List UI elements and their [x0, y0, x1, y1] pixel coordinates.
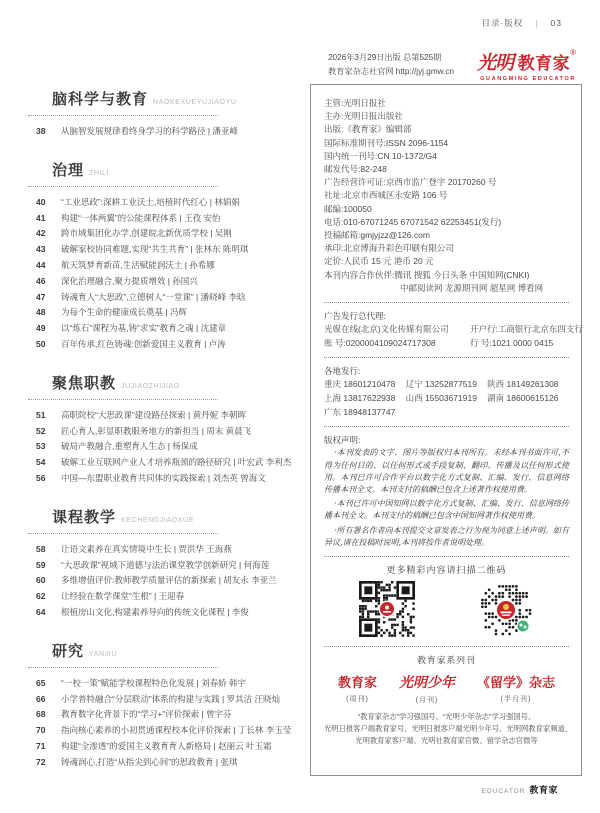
toc-item-page: 60: [36, 575, 46, 586]
toc-item-title: 铸魂润心,打造“从指尖到心间”的思政教育 | 张琪: [61, 756, 238, 767]
website-line: 教育家杂志社官网 http://jyj.gmw.cn: [328, 67, 455, 76]
toc-item-title: “一校一策”赋能学校课程特色化发展 | 刘春娇 韩宇: [61, 677, 246, 688]
toc-item: [28, 195, 296, 211]
publisher-info-line: 出版:《教育家》编辑部: [324, 124, 412, 135]
toc-item: [28, 707, 296, 723]
toc-item: [28, 124, 296, 140]
toc-item-title: 让经验在数学课堂“生根” | 王迎春: [61, 591, 185, 602]
publisher-info-line: 承印:北京博海升彩色印刷有限公司: [324, 243, 454, 254]
registered-mark-icon: ®: [570, 48, 576, 57]
toc-section: [28, 372, 296, 487]
toc-item: [28, 589, 296, 605]
toc-item: [28, 723, 296, 739]
section-divider: [28, 186, 218, 187]
section-heading: [52, 506, 296, 527]
series-footnote: [324, 711, 573, 747]
toc-item: [28, 226, 296, 242]
publisher-info-line: 广告经营许可证:京西市监广登字 20170260 号: [324, 177, 497, 188]
publisher-info-line: 定价:人民币 15 元 港币 20 元: [324, 256, 434, 267]
toc-item-page: 41: [36, 212, 46, 223]
toc-item-title: 匠心育人,彰显职教服务地方的新担当 | 周末 黄晨飞: [61, 425, 252, 436]
toc-item-title: 破局产教融合,重塑育人生态 | 杨保成: [61, 441, 198, 452]
issue-info: [328, 51, 454, 79]
copyright-heading: 版权声明:: [324, 435, 361, 446]
toc-item: [28, 408, 296, 424]
publisher-info-line: 邮编:100050: [324, 203, 372, 214]
toc-item-page: 56: [36, 472, 46, 483]
section-heading: [52, 88, 296, 109]
toc-item-page: 53: [36, 441, 46, 452]
page-number: 03: [550, 18, 562, 28]
toc-item-title: 高职院校“大思政课”建设路径探索 | 黄丹妮 李朝晖: [61, 409, 246, 420]
logo-subtitle: GUANGMING EDUCATOR: [480, 76, 576, 82]
toc-item-page: 52: [36, 425, 46, 436]
toc-item-title: 破解工业互联网产业人才培养瓶颈的路径研究 | 叶宏武 李利杰: [61, 457, 292, 468]
section-heading: [52, 159, 296, 180]
distribution-entry: 上海 13817622938: [324, 392, 396, 403]
toc-item-page: 48: [36, 307, 46, 318]
series-brand-frequency: (月刊): [415, 697, 439, 705]
distribution-entry: 山西 15503671919: [405, 392, 477, 403]
toc-item: [28, 242, 296, 258]
toc-item-title: 铸魂育人“大思政”,立德树人“一堂课” | 潘晓峰 李晗: [61, 291, 246, 302]
toc-item-page: 46: [36, 275, 46, 286]
footnote-line: 光明教育家客户端、光明社教育家官微、留学杂志官微等: [355, 736, 538, 746]
toc-item-title: 让语文素养在真实情境中生长 | 贾洪华 王海燕: [61, 543, 232, 554]
dotted-divider: [324, 426, 569, 427]
copyright-paragraph: ·本刊已许可中国知网以数字化方式复制、汇编、发行、信息网络传播本刊全文。本刊支付的稿酬已包含中国知网著作权使用费。: [324, 499, 569, 521]
section-divider: [28, 399, 218, 400]
series-brand-row: [324, 672, 569, 705]
toc-section: [28, 640, 296, 771]
qr-row: [324, 581, 569, 639]
series-brand-frequency: (半月刊): [500, 696, 532, 704]
toc-item-title: 中国—东盟职业教育共同体的实践探索 | 刘杰英 曾海文: [61, 472, 266, 483]
toc-column: [28, 88, 296, 790]
section-divider: [28, 115, 218, 116]
toc-item-page: 66: [36, 693, 46, 704]
publisher-info-line: 国内统一刊号:CN 10-1372/G4: [324, 150, 437, 161]
toc-item: [28, 755, 296, 771]
distribution-entry: 广东 18948137747: [324, 406, 396, 417]
section-heading: [52, 372, 296, 393]
toc-item: [28, 211, 296, 227]
series-brand-frequency: (周刊): [346, 696, 369, 704]
section-divider: [28, 533, 218, 534]
page-footer: [482, 783, 558, 796]
publisher-info-line: 邮发代号:82-248: [324, 164, 387, 175]
toc-item-title: “大思政课”视域下道德与法治课堂教学创新研究 | 何海莲: [61, 559, 270, 570]
qr-caption: 更多精彩内容请扫描二维码: [386, 565, 507, 576]
copyright-paragraph: ·所有署名作者向本刊提交文章发表之行为视为同意上述声明。如有异议,请在投稿时说明,本刊将按作者说明处理。: [324, 525, 569, 547]
series-title: 教育家系列刊: [417, 655, 476, 666]
toc-item-title: 根植房山文化,构建素养导向的传统文化课程 | 李俊: [61, 606, 249, 617]
distribution-entry: 陕西 18149261308: [487, 379, 559, 390]
toc-item-title: 破解家校协同难题,实现“共生共育” | 张林东 陈明琪: [61, 244, 249, 255]
distribution-entry: 重庆 18601210478: [324, 379, 396, 390]
toc-item-title: 跨市域集团化办学,创建皖北新优质学校 | 吴刚: [61, 228, 232, 239]
toc-item-page: 50: [36, 338, 46, 349]
footer-cn: 教育家: [529, 785, 558, 795]
toc-item-title: 构建“全渗透”的爱国主义教育育人新格局 | 赵丽云 叶玉霜: [61, 740, 272, 751]
toc-item-page: 54: [36, 457, 46, 468]
toc-item: [28, 558, 296, 574]
series-brand-name: 教育家: [338, 675, 378, 691]
logo-brand-text: 教育家: [517, 54, 571, 73]
toc-item: [28, 471, 296, 487]
distribution-entry: 湖南 18600615126: [487, 392, 559, 403]
toc-item-page: 70: [36, 725, 46, 736]
page-header: [481, 17, 562, 29]
toc-item: [28, 321, 296, 337]
dotted-divider: [324, 302, 569, 303]
ad-agency-cell: 开户行:工商银行北京东四支行: [470, 324, 583, 335]
toc-item-page: 59: [36, 559, 46, 570]
footnote-line: 光明日报客户端教育家号、光明日报客户端光明少年号、光明网教育家频道、: [324, 724, 573, 734]
header-divider: |: [535, 18, 539, 28]
section-title: 脑科学与教育: [52, 91, 149, 108]
section-pinyin: ZHILI: [89, 169, 110, 177]
toc-item-page: 72: [36, 756, 46, 767]
toc-item: [28, 424, 296, 440]
toc-item-title: 指向核心素养的小初贯通课程校本化评价探索 | 丁长林 李玉莹: [61, 725, 292, 736]
publisher-info-line: 投稿邮箱:gmjyjzz@126.com: [324, 230, 430, 241]
section-title: 课程教学: [52, 508, 117, 526]
toc-item: [28, 337, 296, 353]
toc-item-page: 65: [36, 677, 46, 688]
toc-item-page: 47: [36, 291, 46, 302]
toc-item: [28, 305, 296, 321]
toc-item-page: 64: [36, 606, 46, 617]
publisher-info-line: 主办:光明日报出版社: [324, 111, 403, 122]
toc-item: [28, 605, 296, 621]
section-heading: [52, 640, 296, 661]
toc-section: [28, 159, 296, 353]
logo-script-text: 光明: [477, 52, 514, 74]
toc-item-page: 38: [36, 126, 46, 136]
toc-item-page: 42: [36, 228, 46, 239]
toc-section: [28, 506, 296, 621]
dotted-divider: [324, 556, 569, 557]
toc-item-title: 教育数字化背景下的“学习+”评价探索 | 曾宇芬: [61, 709, 232, 720]
ad-agency-cell: 光媒在线(北京)文化传媒有限公司: [324, 324, 449, 335]
toc-item-page: 62: [36, 591, 46, 602]
distribution-entry: 辽宁 13252877519: [405, 379, 477, 390]
toc-item: [28, 692, 296, 708]
section-pinyin: YANJIU: [89, 650, 117, 658]
toc-item: [28, 439, 296, 455]
toc-item-page: 71: [36, 740, 46, 751]
footnote-line: “教育家杂志”学习强国号、“光明少年杂志”学习强国号、: [357, 712, 536, 722]
toc-item: [28, 676, 296, 692]
toc-item-title: 从脑智发展规律看终身学习的科学路径 | 潘亚峰: [61, 126, 238, 136]
toc-item-title: 构建“一体两翼”的公能课程体系 | 王孜 安怡: [61, 212, 221, 223]
section-title: 研究: [52, 642, 85, 660]
ad-agency-cell: 行 号:1021 0000 0415: [470, 337, 554, 348]
dotted-divider: [324, 646, 569, 647]
ad-agency-cell: 账 号:0200004109024717308: [324, 337, 436, 348]
publisher-info-line: 主管:光明日报社: [324, 98, 386, 108]
toc-item: [28, 573, 296, 589]
toc-item: [28, 274, 296, 290]
series-brand: [477, 672, 555, 705]
section-divider: [28, 667, 218, 668]
toc-item-title: 以“炼石”课程为基,铸“求实”教育之魂 | 沈建章: [61, 323, 227, 334]
publisher-info-line: 电话:010-67071245 67071542 62253451(发行): [324, 216, 502, 227]
toc-item-title: “工业思政”:深耕工业沃土,培植时代红心 | 林娟娟: [61, 196, 240, 207]
publisher-info-line: 中邮阅读网 龙源期刊网 超星网 博看网: [400, 282, 544, 293]
toc-item: [28, 455, 296, 471]
ad-agency-heading: 广告发行总代理:: [324, 311, 386, 322]
toc-item-title: 多维增值评价:教师教学质量评估的新探索 | 胡友永 李亚兰: [61, 575, 277, 586]
toc-item: [28, 258, 296, 274]
copyright-paragraph: ·本刊发表的文字、图片等版权归本刊所有。未经本刊书面许可,不得为任何目的、以任何形式或手段复制、翻印、传播及以任何形式使用。本刊已许可合作平台以数字化方式复制、汇编、发行、信息网络传播本刊全文。本刊支付的稿酬已包含上述著作权使用费。: [324, 448, 569, 495]
section-title: 治理: [52, 161, 85, 179]
header-section-label: 目录·版权: [481, 18, 524, 28]
toc-item-page: 44: [36, 259, 46, 270]
distribution-grid: [324, 378, 569, 419]
toc-item-page: 49: [36, 323, 46, 334]
ad-agency-row: [324, 337, 569, 351]
toc-item-title: 深化治理融合,聚力提质增效 | 孙国兴: [61, 275, 198, 286]
toc-item-title: 为每个生命的健康成长奠基 | 冯辉: [61, 307, 187, 318]
issue-date-line: 2026年3月29日出版 总第525期: [328, 53, 442, 62]
series-brand-name: 光明少年: [399, 675, 455, 692]
publisher-info-list: [324, 97, 569, 295]
publisher-info-line: 国际标准期刊号:ISSN 2096-1154: [324, 137, 449, 148]
section-pinyin: KECHENGJIAOXUE: [121, 516, 194, 524]
qr-code-website-icon: [359, 581, 415, 637]
footer-en: EDUCATOR: [481, 788, 526, 795]
ad-agency-rows: [324, 323, 583, 350]
toc-item: [28, 739, 296, 755]
toc-item-page: 51: [36, 409, 46, 420]
toc-section: [28, 88, 296, 140]
ad-agency-row: [324, 323, 583, 337]
series-brand: [338, 672, 377, 705]
toc-item-title: 航天筑梦育新苗,生活赋能润沃土 | 孙希娜: [61, 259, 215, 270]
toc-item-page: 43: [36, 244, 46, 255]
toc-item-title: 百年传承,红色铸魂:创新爱国主义教育 | 卢涛: [61, 338, 226, 349]
publisher-info-line: 本刊内容合作伙伴:腾讯 搜狐 今日头条 中国知网(CNKI): [324, 269, 530, 280]
masthead-box: [310, 84, 582, 776]
publisher-info-line: 社址:北京市西城区永安路 106 号: [324, 190, 448, 201]
dotted-divider: [324, 357, 569, 358]
toc-item: [28, 290, 296, 306]
toc-item: [28, 542, 296, 558]
series-brand-name: 《留学》杂志: [476, 675, 555, 691]
section-pinyin: JUJIAOZHIJIAO: [121, 382, 180, 390]
copyright-paragraphs: [324, 447, 569, 549]
toc-item-page: 58: [36, 543, 46, 554]
qr-code-wechat-icon: [477, 581, 535, 639]
section-title: 聚焦职教: [52, 374, 117, 392]
magazine-logo: [477, 48, 576, 82]
distribution-heading: 各地发行:: [324, 366, 361, 377]
section-pinyin: NAOKEXUEYUJIAOYU: [153, 99, 237, 106]
toc-item-page: 40: [36, 196, 46, 207]
toc-item-title: 小学普特融合“分层联动”体系的构建与实践 | 罗其洁 汪晓灿: [61, 693, 280, 704]
toc-item-page: 68: [36, 709, 46, 720]
series-brand: [399, 672, 455, 705]
